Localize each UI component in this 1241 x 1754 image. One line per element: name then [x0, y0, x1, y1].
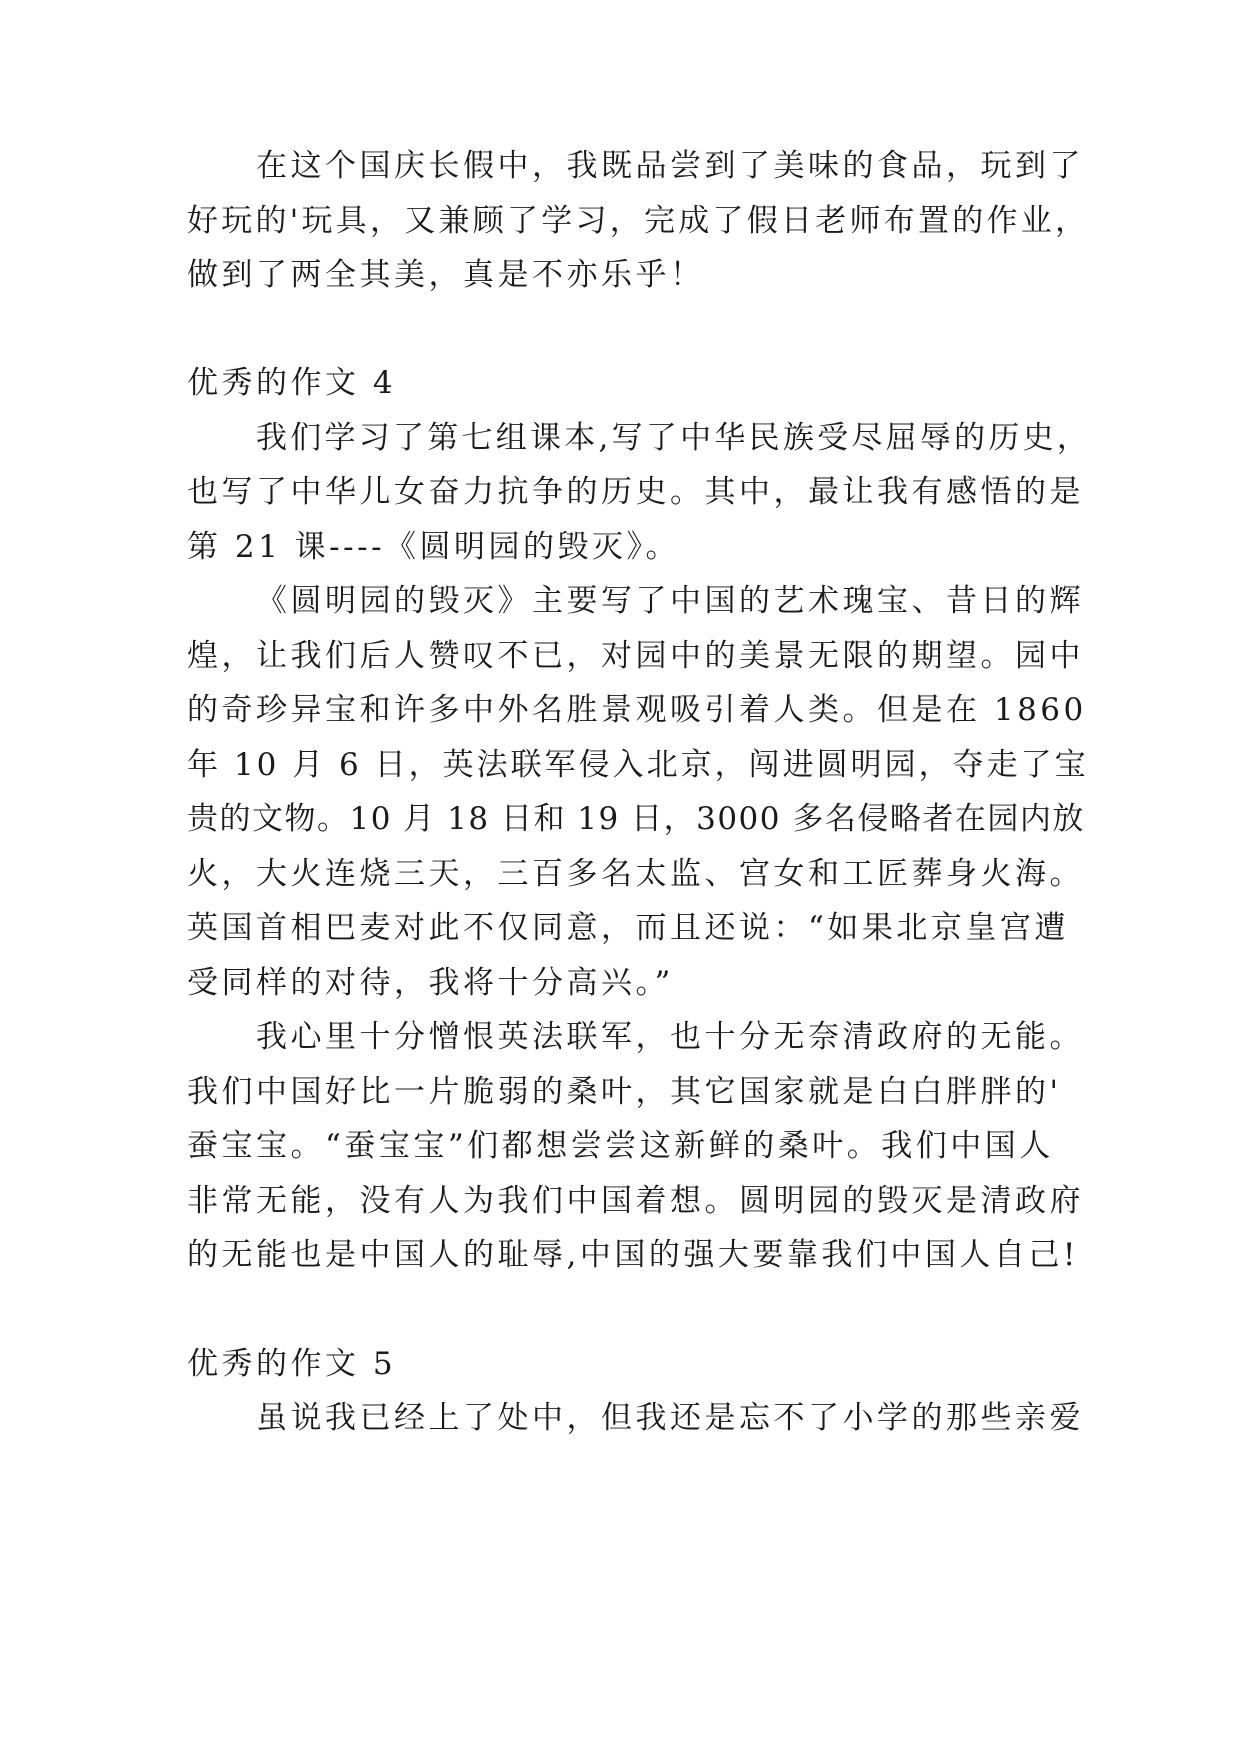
paragraph-line: 在这个国庆长假中，我既品尝到了美味的食品，玩到了	[256, 148, 1084, 184]
essay-title: 优秀的作文 4	[187, 365, 397, 401]
paragraph-line: 我们中国好比一片脆弱的桑叶，其它国家就是白白胖胖的'	[187, 1074, 1062, 1110]
paragraph-line: 英国首相巴麦对此不仅同意，而且还说：“如果北京皇宫遭	[187, 910, 1069, 946]
paragraph-line: 非常无能，没有人为我们中国着想。圆明园的毁灭是清政府	[187, 1183, 1084, 1219]
paragraph-line: 第 21 课----《圆明园的毁灭》。	[187, 529, 681, 565]
paragraph-line: 受同样的对待，我将十分高兴。”	[187, 965, 674, 1001]
paragraph-line: 年 10 月 6 日，英法联军侵入北京，闯进圆明园，夺走了宝	[187, 747, 1089, 783]
paragraph-line: 虽说我已经上了处中，但我还是忘不了小学的那些亲爱	[256, 1400, 1084, 1436]
paragraph-line: 好玩的'玩具，又兼顾了学习，完成了假日老师布置的作业，	[187, 203, 1090, 239]
paragraph-line: 贵的文物。10 月 18 日和 19 日，3000 多名侵略者在园内放	[187, 801, 1085, 837]
essay-title: 优秀的作文 5	[187, 1346, 397, 1382]
paragraph-line: 我们学习了第七组课本,写了中华民族受尽屈辱的历史，	[256, 420, 1092, 456]
paragraph-line: 蚕宝宝。“蚕宝宝”们都想尝尝这新鲜的桑叶。我们中国人	[187, 1128, 1054, 1164]
paragraph-line: 也写了中华儿女奋力抗争的历史。其中，最让我有感悟的是	[187, 474, 1084, 510]
paragraph-line: 煌，让我们后人赞叹不已，对园中的美景无限的期望。园中	[187, 638, 1084, 674]
paragraph-line: 火，大火连烧三天，三百多名太监、宫女和工匠葬身火海。	[187, 856, 1084, 892]
paragraph-line: 的奇珍异宝和许多中外名胜景观吸引着人类。但是在 1860	[187, 692, 1087, 728]
paragraph-line: 《圆明园的毁灭》主要写了中国的艺术瑰宝、昔日的辉	[256, 583, 1084, 619]
paragraph-line: 我心里十分憎恨英法联军，也十分无奈清政府的无能。	[256, 1019, 1084, 1055]
paragraph-line: 的无能也是中国人的耻辱,中国的强大要靠我们中国人自己!	[187, 1237, 1079, 1273]
paragraph-line: 做到了两全其美，真是不亦乐乎！	[187, 257, 705, 293]
